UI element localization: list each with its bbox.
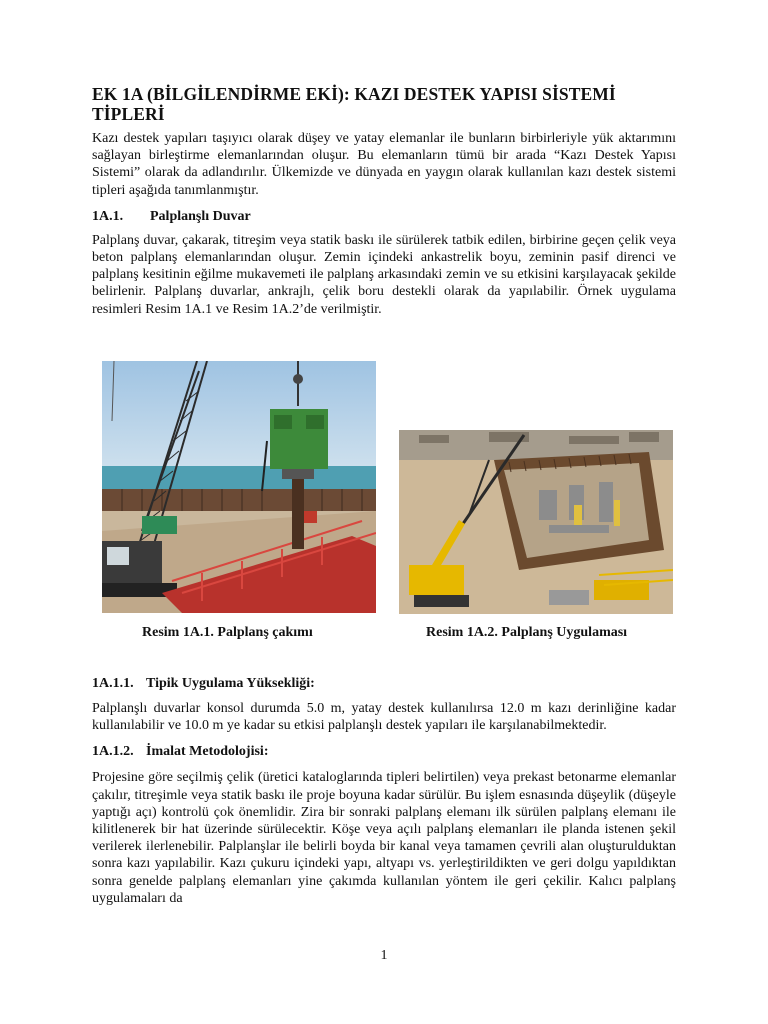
section-number: 1A.1.2. (92, 744, 134, 760)
figure-2-caption: Resim 1A.2. Palplanş Uygulaması (426, 625, 628, 640)
figure-sheet-pile-driving (102, 361, 376, 613)
page-number: 1 (380, 948, 388, 963)
lower-content (92, 675, 676, 907)
section-title: Tipik Uygulama Yüksekliği: (146, 676, 315, 691)
section-heading-1a12 (92, 743, 676, 760)
figures-row (102, 361, 674, 613)
section-number: 1A.1. (92, 208, 124, 224)
figure-1-caption: Resim 1A.1. Palplanş çakımı (142, 625, 313, 640)
section-1a1-paragraph: Palplanş duvar, çakarak, titreşim veya statik baskı ile sürülerek tatbik edilen, birbirine geçen çelik veya beton palplanş elemanlarından oluşur. Zemin içindeki ankastrelik boyu, zeminin pasif direnci ve palplanş kesitinin eğilme mukavemeti ile palplanş arkasındaki zemin ve su etkisini karşılayacak şekilde belirlenir. Palplanş duvarlar, ankrajlı, çelik boru destekli olarak da yapılabilir. Örnek uygulama resimleri Resim 1A.1 ve Resim 1A.2’de verilmiştir. (92, 232, 676, 317)
page-title: EK 1A (BİLGİLENDİRME EKİ): KAZI DESTEK YAPISI SİSTEMİ TİPLERİ (92, 84, 616, 124)
intro-paragraph: Kazı destek yapıları taşıyıcı olarak düşey ve yatay elemanlar ile bunların birbirleriyle yük aktarımını sağlayan birleştirme elemanlarından oluşur. Bu elemanların tümü bir arada “Kazı Destek Yapısı Sistemi” olarak da adlandırılır. Ülkemizde ve dünyada en yaygın olarak kullanılan kazı destek sistemi tipleri aşağıda tanımlanmıştır. (92, 131, 676, 198)
section-title: İmalat Metodolojisi: (146, 744, 269, 760)
section-number: 1A.1.1. (92, 676, 134, 691)
section-heading-1a1 (92, 208, 676, 225)
section-title: Palplanşlı Duvar (150, 208, 251, 224)
section-1a11-paragraph: Palplanşlı duvarlar konsol durumda 5.0 m, yatay destek kullanılırsa 12.0 m kazı derinliğine kadar kullanılabilir ve 10.0 m ye kadar su etkisi palplanşlı destek yapıları ile karşılanabilmektedir. (92, 701, 676, 734)
figure-sheet-pile-application (399, 430, 673, 614)
document-page (92, 84, 676, 318)
section-heading-1a11 (92, 675, 676, 692)
section-1a12-paragraph: Projesine göre seçilmiş çelik (üretici kataloglarında tipleri belirtilen) veya prekast betonarme elemanlar çakılır, titreşimle veya statik baskı ile proje boyuna kadar sürülür. Bu işlem esnasında düşeylik (düşeyle yaptığı açı) kontrolü çok önemlidir. Zira bir sonraki palplanş elemanı ilk sürülen palplanş elemanı ile kilitlenerek bir hat üzerinde sürülecektir. Köşe veya açılı palplanş elemanları ile planda istenen şekil verilerek ilerlenebilir. Palplanşlar ile belirli boyda bir kanal veya tamamen çevrili alan oluşturulduktan sonra kazı yapılabilir. Kazı çukuru içindeki yapı, altyapı vs. yerleştirildikten ve geri dolgu yapıldıktan sonra genelde palplanş elemanları yine çakımda kullanılan yöntem ile geri çekilir. Kalıcı palplanş uygulamaları da (92, 770, 676, 906)
